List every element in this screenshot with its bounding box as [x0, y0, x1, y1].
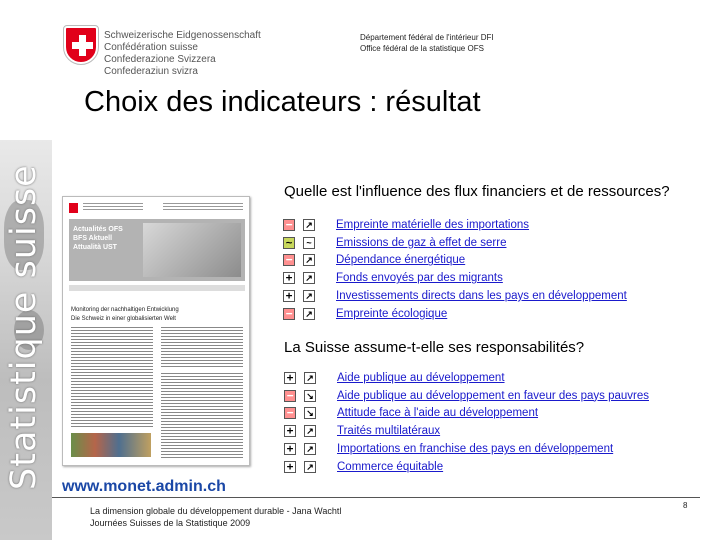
indicator-link[interactable]: Commerce équitable — [337, 460, 444, 473]
footer-divider — [52, 497, 700, 498]
indicator-link[interactable]: Empreinte écologique — [336, 307, 448, 320]
evaluation-sign-icon: − — [283, 308, 295, 320]
confederation-names — [104, 30, 261, 78]
indicator-row — [284, 422, 649, 440]
footer-text — [90, 505, 341, 529]
sidebar-label: Statistique suisse — [4, 164, 44, 490]
page-number: 8 — [683, 501, 688, 510]
indicator-link[interactable]: Investissements directs dans les pays en développement — [336, 290, 627, 303]
arrow-up-right-icon: ↗ — [304, 461, 316, 473]
arrow-up-right-icon: ↗ — [303, 308, 315, 320]
evaluation-sign-icon: + — [284, 372, 296, 384]
indicator-row — [284, 369, 649, 387]
doc-text-column — [161, 327, 243, 367]
indicator-row — [284, 458, 649, 476]
confederation-name-de: Schweizerische Eidgenossenschaft — [104, 30, 261, 41]
indicator-link[interactable]: Emissions de gaz à effet de serre — [336, 236, 507, 249]
evaluation-sign-icon: + — [284, 425, 296, 437]
evaluation-sign-icon: − — [284, 390, 296, 402]
indicator-link[interactable]: Importations en franchise des pays en développement — [337, 443, 614, 456]
department-name: Département fédéral de l'intérieur DFI — [360, 33, 494, 42]
section2-title: La Suisse assume-t-elle ses responsabilités? — [284, 339, 585, 356]
evaluation-sign-icon: + — [283, 272, 295, 284]
indicator-row — [284, 440, 649, 458]
arrow-up-right-icon: ↗ — [303, 219, 315, 231]
indicator-link[interactable]: Aide publique au développement — [337, 371, 505, 384]
arrow-down-right-icon: ↘ — [304, 390, 316, 402]
doc-banner-line: Attualità UST — [73, 244, 117, 251]
arrow-up-right-icon: ↗ — [304, 372, 316, 384]
doc-bar — [69, 285, 245, 291]
indicator-link[interactable]: Traités multilatéraux — [337, 425, 441, 438]
indicator-row — [283, 252, 627, 270]
doc-text-column — [71, 369, 153, 429]
indicator-row — [284, 387, 649, 405]
office-name: Office fédéral de la statistique OFS — [360, 44, 484, 53]
evaluation-sign-icon: − — [283, 254, 295, 266]
confederation-name-rm: Confederaziun svizra — [104, 66, 198, 77]
doc-header-lines — [163, 203, 243, 212]
arrow-down-right-icon: ↘ — [304, 407, 316, 419]
indicator-row — [283, 216, 627, 234]
doc-banner-line: Actualités OFS — [73, 226, 123, 233]
evaluation-sign-icon: − — [283, 219, 295, 231]
indicator-list-2 — [284, 369, 649, 476]
monet-url-link[interactable]: www.monet.admin.ch — [62, 478, 226, 495]
arrow-up-right-icon: ↗ — [304, 443, 316, 455]
doc-banner-photo — [143, 223, 241, 277]
arrow-up-right-icon: ↗ — [303, 254, 315, 266]
doc-photo-strip — [71, 433, 151, 457]
arrow-up-right-icon: ↗ — [303, 290, 315, 302]
indicator-link[interactable]: Dépendance énergétique — [336, 254, 466, 267]
doc-header-lines — [83, 203, 143, 212]
indicator-row — [283, 269, 627, 287]
arrow-up-right-icon: ↗ — [304, 425, 316, 437]
indicator-row — [283, 234, 627, 252]
indicator-row — [283, 305, 627, 323]
evaluation-sign-icon: ~ — [283, 237, 295, 249]
footer-line: Journées Suisses de la Statistique 2009 — [90, 518, 251, 528]
indicator-link[interactable]: Fonds envoyés par des migrants — [336, 272, 503, 285]
footer-line: La dimension globale du développement durable - Jana Wachtl — [90, 506, 342, 516]
indicator-row — [283, 287, 627, 305]
indicator-row — [284, 405, 649, 423]
tilde-icon: ~ — [303, 237, 315, 249]
evaluation-sign-icon: + — [284, 443, 296, 455]
indicator-list-1 — [283, 216, 627, 323]
department-info — [360, 32, 494, 54]
section1-title: Quelle est l'influence des flux financiers et de ressources? — [284, 183, 670, 200]
doc-subheading: Die Schweiz in einer globalisierten Welt — [71, 316, 176, 322]
document-thumbnail — [62, 196, 250, 466]
doc-banner-text — [73, 225, 123, 252]
evaluation-sign-icon: + — [284, 461, 296, 473]
arrow-up-right-icon: ↗ — [303, 272, 315, 284]
evaluation-sign-icon: + — [283, 290, 295, 302]
confederation-name-it: Confederazione Svizzera — [104, 54, 216, 65]
doc-text-column — [71, 327, 153, 367]
evaluation-sign-icon: − — [284, 407, 296, 419]
indicator-link[interactable]: Empreinte matérielle des importations — [336, 218, 530, 231]
doc-text-column — [161, 373, 243, 459]
swiss-flag-logo — [64, 26, 98, 64]
doc-banner-line: BFS Aktuell — [73, 235, 113, 242]
mini-flag-icon — [69, 203, 78, 213]
indicator-link[interactable]: Attitude face à l'aide au développement — [337, 407, 539, 420]
doc-heading: Monitoring der nachhaltigen Entwicklung — [71, 307, 179, 313]
confederation-name-fr: Confédération suisse — [104, 42, 198, 53]
indicator-link[interactable]: Aide publique au développement en faveur des pays pauvres — [337, 389, 649, 402]
slide-title: Choix des indicateurs : résultat — [84, 86, 481, 118]
